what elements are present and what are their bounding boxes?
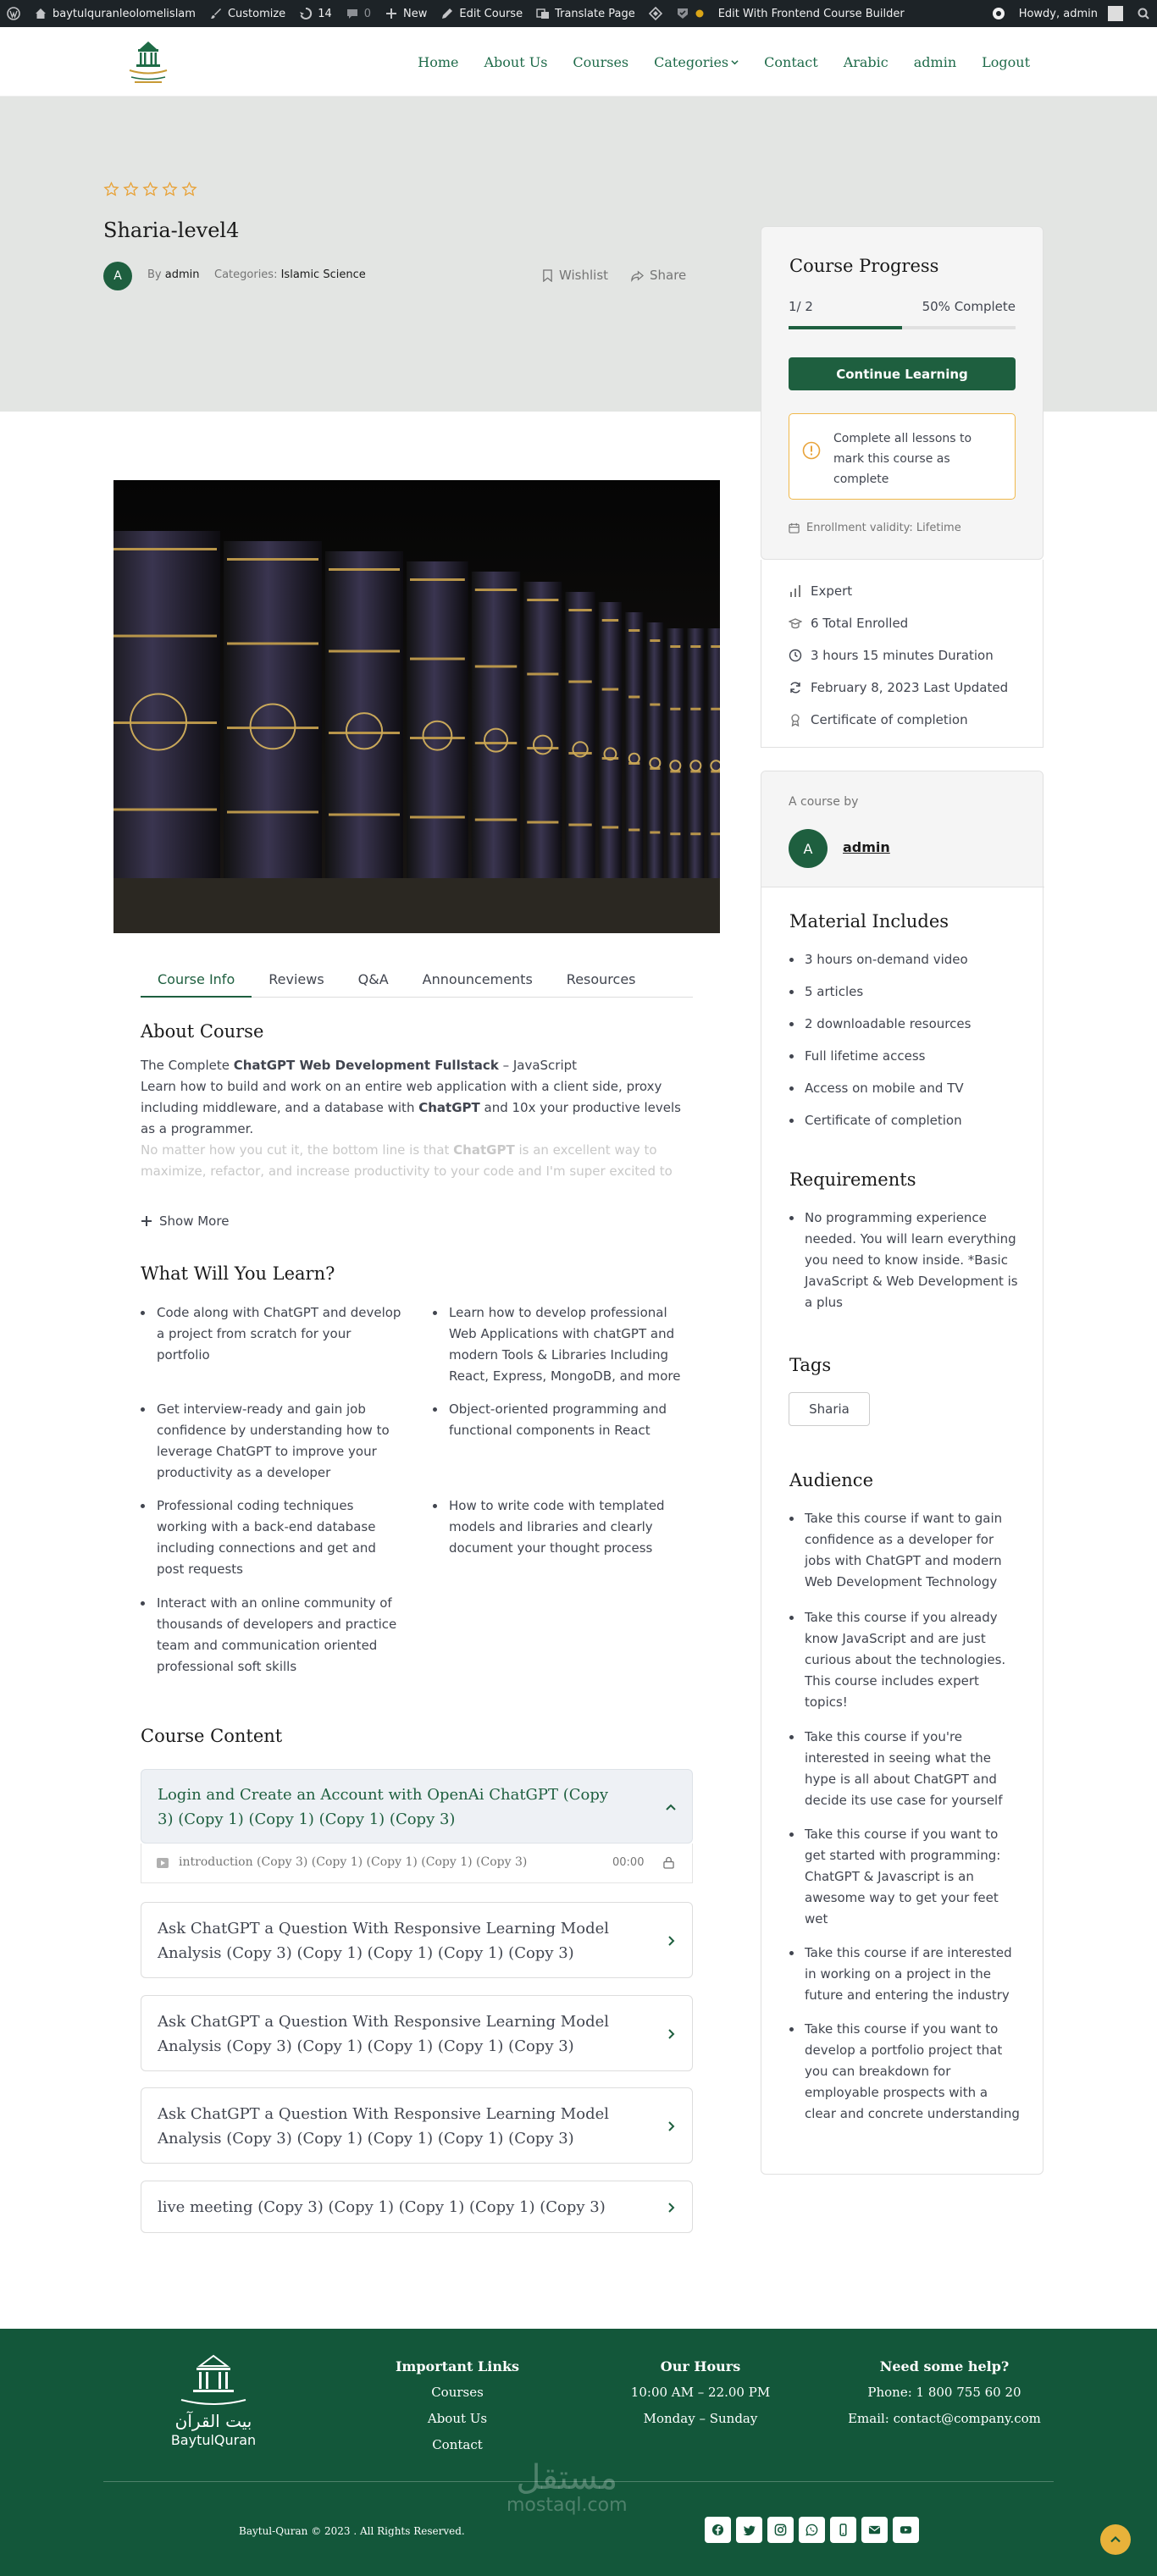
chevron-up-icon: [1110, 2534, 1121, 2546]
share-button[interactable]: [631, 268, 686, 283]
footer-logo-text: BaytulQuran: [170, 2432, 257, 2448]
help-title: Need some help?: [879, 2358, 1010, 2374]
frontend-builder-label: Edit With Frontend Course Builder: [717, 7, 905, 20]
comment-icon: [346, 7, 359, 20]
gold-band: [113, 635, 217, 638]
status-dot-icon: [695, 8, 705, 19]
facebook-icon: [711, 2523, 724, 2536]
footer-phone[interactable]: Phone: 1 800 755 60 20: [867, 2385, 1021, 2400]
footer-logo-arabic: بيت القرآن: [174, 2411, 252, 2431]
progress-heading: Course Progress: [789, 256, 939, 276]
star-empty-icon: [103, 181, 119, 197]
baytulquran-logo-icon: [121, 39, 175, 86]
gold-band: [690, 645, 700, 648]
about-para-post: and 10x your productive levels as a programmer.: [141, 1100, 681, 1136]
lesson-duration: 00:00: [612, 1856, 645, 1869]
quran-books-image: [113, 480, 720, 933]
footer-email[interactable]: Email: contact@company.com: [848, 2411, 1041, 2426]
topic-title: Ask ChatGPT a Question With Responsive Learning Model Analysis (Copy 3) (Copy 1) (Copy 1) (Copy 1) (Copy 3): [158, 1920, 609, 1962]
plus-icon: [141, 1215, 152, 1227]
level-bars-icon: [789, 584, 802, 598]
nav-arabic[interactable]: Arabic: [843, 53, 889, 70]
gold-band: [711, 645, 720, 648]
frontend-builder-link[interactable]: [711, 0, 911, 27]
material-item: Access on mobile and TV: [805, 1078, 964, 1099]
howdy-label: Howdy, admin: [1018, 7, 1098, 20]
progress-bar: [789, 326, 1016, 329]
gold-band: [602, 826, 618, 829]
learn-item: Code along with ChatGPT and develop a project from scratch for your portfolio: [157, 1302, 402, 1366]
gold-band: [690, 708, 700, 710]
gold-band: [670, 645, 680, 648]
pencil-icon: [440, 7, 454, 20]
nav-about-us[interactable]: About Us: [484, 53, 548, 70]
nav-logout[interactable]: Logout: [982, 53, 1030, 70]
meta-duration: [789, 648, 994, 663]
gold-band: [527, 599, 558, 601]
course-title: Sharia-level4: [103, 218, 240, 242]
social-links: [705, 2517, 919, 2543]
gold-band: [227, 811, 318, 814]
topic-title: Login and Create an Account with OpenAi ChatGPT (Copy 3) (Copy 1) (Copy 1) (Copy 1) (Copy 3): [158, 1786, 609, 1828]
gold-band: [475, 742, 517, 744]
copyright: Baytul-Quran © 2023 . All Rights Reserved.: [239, 2525, 465, 2537]
about-para-pre: Learn how to build and work on an entire web application with a client side, proxy including middleware, and a database with: [141, 1079, 662, 1115]
course-progress-card: [761, 226, 1044, 560]
tab-resources[interactable]: Resources: [566, 971, 636, 987]
edit-course-label: Edit Course: [459, 7, 523, 20]
meta-updated: [789, 680, 1008, 695]
about-line-1: [141, 1055, 693, 1076]
tab-course-info[interactable]: Course Info: [141, 965, 252, 998]
completion-alert: [789, 413, 1016, 500]
bookmark-icon: [542, 269, 553, 282]
twitter-link[interactable]: [736, 2517, 762, 2543]
validity-label: Enrollment validity: Lifetime: [806, 522, 961, 534]
hours-days: Monday – Sunday: [643, 2411, 758, 2426]
gold-band: [329, 650, 400, 653]
account-menu[interactable]: [1012, 0, 1130, 27]
toggle-switch[interactable]: [985, 0, 1012, 27]
learn-item: How to write code with templated models and libraries and clearly document your thought process: [449, 1495, 695, 1559]
scroll-to-top-button[interactable]: [1100, 2524, 1131, 2555]
nav-home[interactable]: Home: [418, 53, 459, 70]
updates-icon: [299, 7, 313, 20]
progress-bar-fill: [789, 326, 902, 329]
nav-categories[interactable]: [654, 54, 739, 70]
clock-icon: [789, 649, 802, 662]
gold-band: [227, 643, 318, 645]
book-spine: [565, 592, 595, 878]
gold-band: [650, 832, 660, 834]
gold-band: [602, 688, 618, 691]
gold-band: [475, 666, 517, 668]
audience-heading: Audience: [789, 1470, 873, 1490]
translate-icon: [536, 7, 550, 20]
about-text: [141, 1055, 693, 1140]
calendar-icon: [789, 522, 800, 533]
updates-link[interactable]: [292, 0, 339, 27]
wordpress-icon: [7, 7, 20, 20]
twitter-icon: [743, 2523, 756, 2536]
youtube-link[interactable]: [893, 2517, 919, 2543]
watermark: [507, 2458, 628, 2516]
facebook-link[interactable]: [705, 2517, 731, 2543]
gold-band: [670, 708, 680, 710]
gold-band: [670, 832, 680, 835]
gold-band: [568, 681, 591, 683]
gold-band: [690, 832, 700, 835]
updates-count: 14: [318, 7, 332, 20]
category-link[interactable]: Islamic Science: [280, 268, 366, 281]
footer-divider: [103, 2481, 1054, 2482]
categories-line: [214, 268, 366, 281]
gold-band: [628, 696, 639, 699]
gold-band: [527, 821, 558, 824]
star-empty-icon: [162, 181, 178, 197]
topic-accordion[interactable]: [141, 2087, 693, 2164]
gold-band: [475, 589, 517, 591]
gold-band: [410, 816, 465, 819]
wordpress-logo-button[interactable]: [0, 0, 27, 27]
translate-page-label: Translate Page: [555, 7, 635, 20]
gold-band: [568, 824, 591, 826]
seo-diamond-icon: [649, 7, 662, 20]
gold-band: [628, 629, 639, 632]
admin-bar: [0, 0, 1157, 27]
wishlist-label: Wishlist: [559, 268, 609, 283]
nav-contact[interactable]: Contact: [764, 53, 818, 70]
instructor-name[interactable]: admin: [843, 839, 890, 855]
links-title: Important Links: [395, 2358, 520, 2374]
watermark-text: mostaql.com: [507, 2495, 628, 2516]
about-line-1-bold: ChatGPT Web Development Fullstack: [233, 1058, 499, 1073]
author-link[interactable]: admin: [164, 268, 200, 281]
course-thumbnail: [113, 480, 720, 933]
audience-item: Take this course if are interested in working on a project in the future and entering the industry: [805, 1943, 1021, 2006]
book-spine: [407, 561, 468, 878]
customize-link[interactable]: [202, 0, 292, 27]
material-item: 5 articles: [805, 981, 863, 1003]
topic-title: Ask ChatGPT a Question With Responsive Learning Model Analysis (Copy 3) (Copy 1) (Copy 1) (Copy 1) (Copy 3): [158, 2013, 609, 2055]
site-footer: [0, 2329, 1157, 2576]
toggle-icon: [992, 7, 1005, 20]
learn-heading: What Will You Learn?: [141, 1263, 335, 1284]
categories-label: Categories:: [214, 268, 278, 281]
phone-icon: [837, 2523, 850, 2536]
share-icon: [631, 269, 644, 282]
main-nav: [418, 27, 1030, 97]
gold-band: [568, 752, 591, 755]
book-spine: [687, 628, 704, 878]
material-item: 2 downloadable resources: [805, 1014, 971, 1035]
meta-duration-label: 3 hours 15 minutes Duration: [811, 648, 994, 663]
email-link[interactable]: [861, 2517, 888, 2543]
material-item: 3 hours on-demand video: [805, 949, 968, 970]
seo-menu-button[interactable]: [642, 0, 669, 27]
book-spine: [599, 602, 622, 878]
learn-item: Interact with an online community of thousands of developers and practice team and communication oriented professional soft skills: [157, 1593, 402, 1678]
hours-time: 10:00 AM – 22.00 PM: [630, 2385, 771, 2400]
learn-item: Object-oriented programming and functional components in React: [449, 1399, 695, 1441]
about-heading: About Course: [141, 1021, 264, 1042]
chevron-right-icon: [665, 2028, 677, 2040]
continue-learning-button[interactable]: Continue Learning: [789, 357, 1016, 390]
meta-certificate-label: Certificate of completion: [811, 712, 968, 727]
book-spine: [113, 531, 220, 878]
tab-reviews[interactable]: Reviews: [268, 971, 324, 987]
about-line-1-pre: The Complete: [141, 1058, 234, 1073]
gold-band: [711, 708, 720, 710]
chevron-up-icon: [665, 1801, 677, 1813]
gold-band: [113, 721, 217, 724]
topic-accordion[interactable]: [141, 1769, 693, 1844]
home-icon: [34, 7, 47, 20]
tab-announcements[interactable]: Announcements: [422, 971, 533, 987]
star-empty-icon: [142, 181, 158, 197]
comments-link[interactable]: [339, 0, 378, 27]
instructor-avatar[interactable]: A: [789, 829, 828, 868]
audience-item: Take this course if you already know JavaScript and are just curious about the technologies. This course includes expert topics!: [805, 1607, 1021, 1713]
footer-link-contact[interactable]: Contact: [432, 2437, 483, 2452]
share-label: Share: [650, 268, 687, 283]
tab-qa[interactable]: Q&A: [357, 971, 389, 987]
material-heading: Material Includes: [789, 911, 949, 931]
hours-title: Our Hours: [660, 2358, 741, 2374]
search-button[interactable]: [1130, 0, 1157, 27]
requirements-heading: Requirements: [789, 1169, 916, 1190]
about-line-1-post: – JavaScript: [498, 1058, 578, 1073]
gold-band: [527, 673, 558, 676]
chevron-right-icon: [665, 2120, 677, 2132]
author-line: [147, 268, 200, 281]
gold-band: [410, 737, 465, 739]
meta-enrolled: [789, 616, 908, 631]
gold-band: [628, 829, 639, 832]
graduation-cap-icon: [789, 616, 802, 630]
book-spine: [325, 551, 403, 878]
new-content-link[interactable]: [378, 0, 434, 27]
gold-band: [227, 727, 318, 729]
whatsapp-icon: [805, 2523, 818, 2536]
gold-band: [227, 558, 318, 561]
gold-band: [329, 814, 400, 816]
tag-chip[interactable]: Sharia: [789, 1392, 870, 1426]
whatsapp-link[interactable]: [799, 2517, 825, 2543]
audience-item: Take this course if you want to get started with programming: ChatGPT & Javascript is an awesome way to get your feet wet: [805, 1824, 1021, 1930]
certificate-icon: [789, 713, 802, 727]
footer-link-about-us[interactable]: About Us: [427, 2411, 488, 2426]
brush-icon: [209, 7, 223, 20]
instagram-link[interactable]: [767, 2517, 794, 2543]
chevron-down-icon: [731, 58, 739, 66]
comments-count: 0: [363, 7, 372, 20]
about-faded-text: [141, 1140, 693, 1182]
warning-icon: [802, 441, 821, 460]
new-label: New: [403, 7, 428, 20]
chevron-right-icon: [665, 2202, 677, 2214]
star-empty-icon: [181, 181, 197, 197]
customize-label: Customize: [227, 7, 286, 20]
topic-accordion[interactable]: [141, 1995, 693, 2071]
lesson-row[interactable]: [141, 1844, 693, 1883]
course-details-card: [761, 771, 1044, 2175]
about-fade-post: is an excellent way to maximize, refactor, and increase productivity to your code and I'm super excited to: [141, 1142, 673, 1179]
book-spine: [707, 628, 720, 878]
gold-band: [650, 639, 660, 642]
nav-courses[interactable]: Courses: [573, 53, 629, 70]
gold-band: [568, 609, 591, 611]
nav-admin[interactable]: admin: [913, 53, 957, 70]
star-empty-icon: [123, 181, 139, 197]
topic-accordion[interactable]: [141, 2181, 693, 2233]
by-label: By: [147, 268, 162, 281]
topic-accordion[interactable]: [141, 1902, 693, 1978]
nav-categories-label: Categories: [654, 53, 729, 70]
about-para-bold: ChatGPT: [418, 1100, 480, 1115]
lock-icon: [663, 1856, 674, 1869]
gold-band: [113, 548, 217, 550]
audience-item: Take this course if you're interested in seeing what the hype is all about ChatGPT and decide its use case for yourself: [805, 1727, 1021, 1811]
instagram-icon: [774, 2523, 787, 2536]
shield-check-icon: [676, 7, 689, 20]
progress-percent: 50% Complete: [922, 299, 1016, 314]
audience-item: Take this course if you want to develop a portfolio project that you can breakdown for employable prospects with a clear and concrete understanding: [805, 2019, 1021, 2125]
book-spine: [625, 612, 643, 878]
meta-level-label: Expert: [811, 583, 853, 599]
gold-band: [410, 658, 465, 661]
wishlist-button[interactable]: [542, 268, 608, 283]
about-paragraph: [141, 1076, 693, 1140]
meta-level: [789, 583, 852, 599]
course-meta-list: [761, 560, 1044, 748]
refresh-icon: [789, 681, 802, 694]
alert-text: Complete all lessons to mark this course as complete: [833, 432, 972, 486]
phone-link[interactable]: [830, 2517, 856, 2543]
requirement-item: No programming experience needed. You will learn everything you need to know inside. *Basic JavaScript & Web Development is a plus: [805, 1208, 1021, 1313]
book-spine: [667, 628, 684, 878]
gold-band: [410, 578, 465, 581]
gold-band: [650, 704, 660, 706]
learn-item: Learn how to develop professional Web Applications with chatGPT and modern Tools & Libraries Including React, Express, MongoDB, and more: [449, 1302, 695, 1387]
learn-item: Professional coding techniques working with a back-end database including connections and get and post requests: [157, 1495, 402, 1580]
footer-link-courses[interactable]: Courses: [431, 2385, 484, 2400]
gold-band: [475, 819, 517, 821]
book-spine: [224, 541, 322, 878]
meta-certificate: [789, 712, 968, 727]
course-content-heading: Course Content: [141, 1726, 283, 1746]
edit-course-link[interactable]: [434, 0, 529, 27]
gold-band: [329, 732, 400, 734]
tags-heading: Tags: [789, 1355, 832, 1375]
footer-logo[interactable]: [163, 2352, 264, 2454]
book-spine: [646, 622, 663, 878]
watermark-arabic: مستقل: [516, 2458, 618, 2497]
material-item: Full lifetime access: [805, 1046, 925, 1067]
rating-stars: [103, 181, 197, 197]
progress-count: 1/ 2: [789, 299, 813, 314]
enrollment-validity: [789, 522, 961, 534]
plugin-menu-button[interactable]: [669, 0, 711, 27]
gold-band: [329, 568, 400, 571]
gold-band: [113, 809, 217, 811]
meta-updated-label: February 8, 2023 Last Updated: [811, 680, 1009, 695]
learn-item: Get interview-ready and gain job confidence by understanding how to leverage ChatGPT to improve your productivity as a developer: [157, 1399, 402, 1484]
search-icon: [1137, 7, 1150, 20]
site-name: baytulquranleolomelislam: [53, 7, 196, 20]
book-spine: [523, 582, 562, 878]
author-avatar[interactable]: A: [103, 262, 132, 290]
video-icon: [156, 1857, 169, 1869]
gold-band: [602, 619, 618, 622]
meta-enrolled-label: 6 Total Enrolled: [811, 616, 909, 631]
translate-page-link[interactable]: [529, 0, 642, 27]
topic-title: Ask ChatGPT a Question With Responsive Learning Model Analysis (Copy 3) (Copy 1) (Copy 1) (Copy 1) (Copy 3): [158, 2105, 609, 2148]
gold-band: [711, 832, 720, 835]
site-logo[interactable]: [121, 39, 175, 86]
plus-icon: [385, 7, 398, 20]
chevron-right-icon: [665, 1935, 677, 1947]
book-spine: [472, 572, 520, 878]
envelope-icon: [868, 2523, 881, 2536]
course-by-label: A course by: [789, 795, 859, 809]
show-more-button[interactable]: [141, 1213, 229, 1229]
show-more-label: Show More: [159, 1213, 230, 1229]
baytulquran-logo-icon: [163, 2352, 264, 2412]
about-fade-pre: No matter how you cut it, the bottom line is that: [141, 1142, 454, 1158]
audience-item: Take this course if want to gain confidence as a developer for jobs with ChatGPT and modern Web Development Technology: [805, 1508, 1021, 1593]
lesson-title: introduction (Copy 3) (Copy 1) (Copy 1) (Copy 1) (Copy 3): [179, 1855, 528, 1869]
material-item: Certificate of completion: [805, 1110, 962, 1131]
about-fade-bold: ChatGPT: [453, 1142, 515, 1158]
avatar: [1108, 6, 1123, 21]
site-header: [0, 27, 1157, 97]
topic-title: live meeting (Copy 3) (Copy 1) (Copy 1) (Copy 1) (Copy 3): [158, 2198, 606, 2216]
youtube-icon: [900, 2523, 912, 2536]
course-tabs: [141, 965, 693, 998]
gold-band: [527, 747, 558, 749]
site-name-link[interactable]: [27, 0, 202, 27]
